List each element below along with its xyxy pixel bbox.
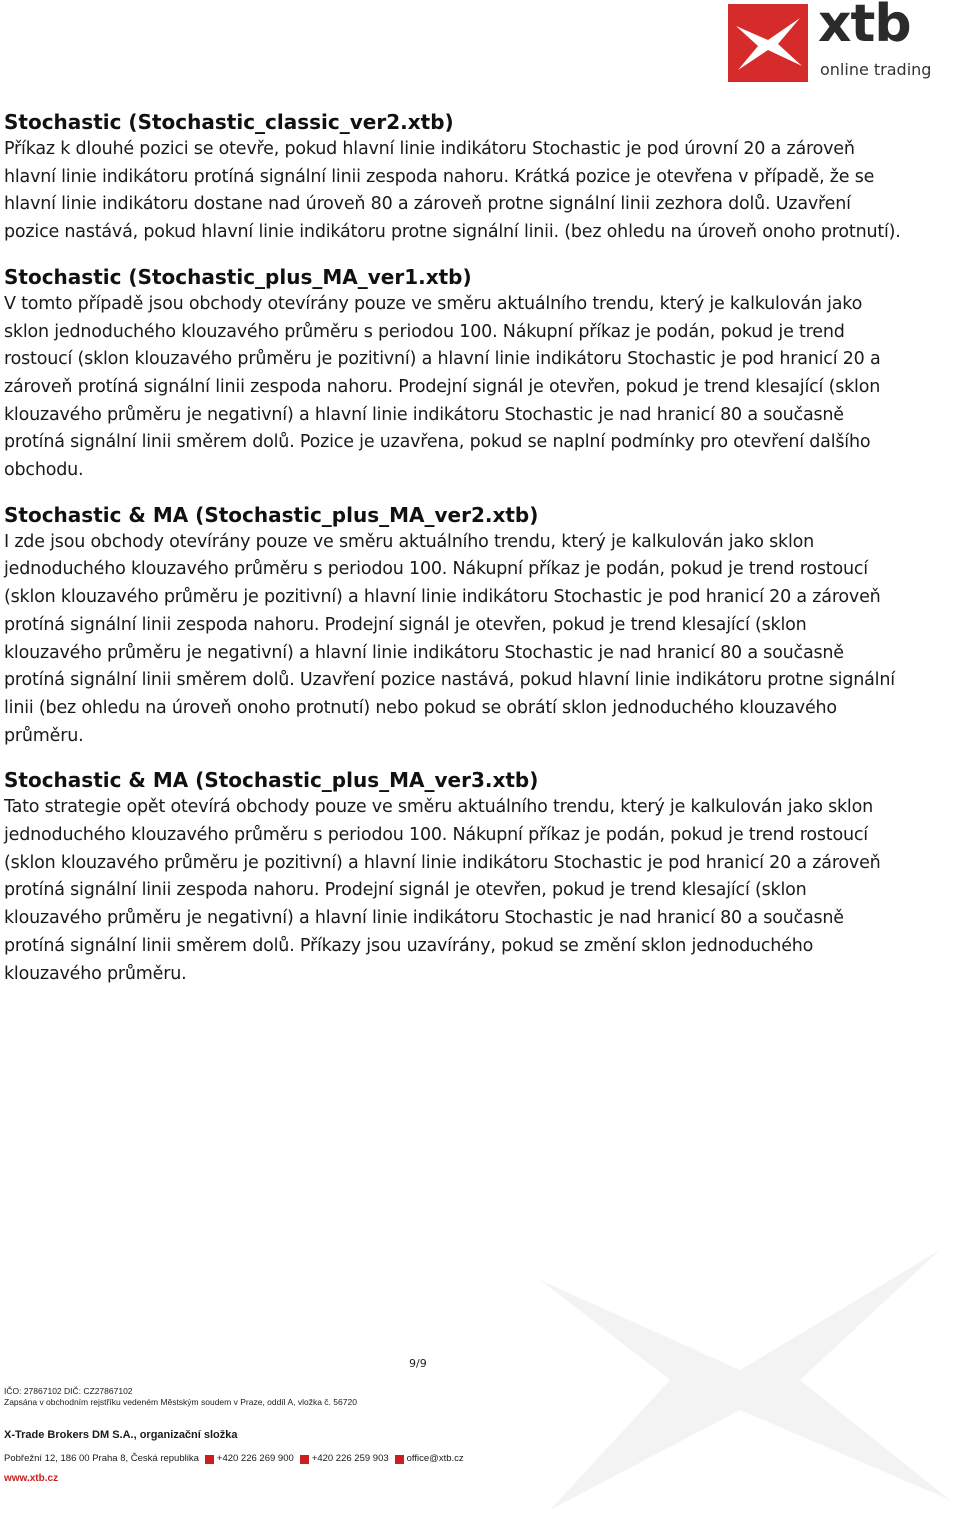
xtb-logo (728, 0, 948, 84)
phone-icon (205, 1455, 214, 1464)
section-stochastic-ma-ver3 (4, 766, 904, 988)
footer-company-name: X-Trade Brokers DM S.A., organizační složka (4, 1429, 238, 1441)
section-body: I zde jsou obchody otevírány pouze ve směru aktuálního trendu, který je kalkulován jako sklon jednoduchého klouzavého průměru s periodou 100. Nákupní příkaz je podán, pokud je trend rostoucí (sklon klouzavého průměru je pozitivní) a hlavní linie indikátoru Stochastic je pod hranicí 20 a zároveň protíná signální linii zespoda nahoru. Prodejní signál je otevřen, pokud je trend klesající (sklon klouzavého průměru je negativní) a hlavní linie indikátoru Stochastic je nad hranicí 80 a současně protíná signální linii směrem dolů. Uzavření pozice nastává, pokud hlavní linie indikátoru protne signální linii (bez ohledu na úroveň onoho protnutí) nebo pokud se obrátí sklon jednoduchého klouzavého průměru. (4, 531, 895, 746)
section-body: V tomto případě jsou obchody otevírány pouze ve směru aktuálního trendu, který je kalkulován jako sklon jednoduchého klouzavého průměru s periodou 100. Nákupní příkaz je podán, pokud je trend rostoucí (sklon klouzavého průměru je pozitivní) a hlavní linie indikátoru Stochastic je pod hranicí 20 a zároveň protíná signální linii zespoda nahoru. Prodejní signál je otevřen, pokud je trend klesající (sklon klouzavého průměru je negativní) a hlavní linie indikátoru Stochastic je nad hranicí 80 a současně protíná signální linii směrem dolů. Pozice je uzavřena, pokud se naplní podmínky pro otevření dalšího obchodu. (4, 293, 881, 481)
footer-phone: +420 226 269 900 (216, 1453, 294, 1464)
footer-email[interactable]: office@xtb.cz (406, 1453, 464, 1464)
footer-address: Pobřežní 12, 186 00 Praha 8, Česká republika (4, 1453, 199, 1464)
section-body: Tato strategie opět otevírá obchody pouze ve směru aktuálního trendu, který je kalkulován jako sklon jednoduchého klouzavého průměru s periodou 100. Nákupní příkaz je podán, pokud je trend rostoucí (sklon klouzavého průměru je pozitivní) a hlavní linie indikátoru Stochastic je pod hranicí 20 a zároveň protíná signální linii zespoda nahoru. Prodejní signál je otevřen, pokud je trend klesající (sklon klouzavého průměru je negativní) a hlavní linie indikátoru Stochastic je nad hranicí 80 a současně protíná signální linii směrem dolů. Příkazy jsou uzavírány, pokud se změní sklon jednoduchého klouzavého průměru. (4, 797, 881, 984)
footer-company-ids: IČO: 27867102 DIČ: CZ27867102 (4, 1386, 133, 1396)
footer-website-link[interactable]: www.xtb.cz (4, 1473, 59, 1484)
section-stochastic-classic (4, 108, 904, 247)
logo-tagline: online trading (820, 60, 932, 79)
email-icon (395, 1455, 404, 1464)
section-title: Stochastic & MA (Stochastic_plus_MA_ver3.xtb) (4, 768, 539, 793)
section-body: Příkaz k dlouhé pozici se otevře, pokud hlavní linie indikátoru Stochastic je pod úrovní 20 a zároveň hlavní linie indikátoru protíná signální linii zespoda nahoru. Krátká pozice je otevřena v případě, že se hlavní linie indikátoru dostane nad úroveň 80 a zároveň protne signální linii zezhora dolů. Uzavření pozice nastává, pokud hlavní linie indikátoru protne signální linii. (bez ohledu na úroveň onoho protnutí). (4, 139, 901, 243)
fax-icon (300, 1455, 309, 1464)
footer-contact-line (4, 1453, 904, 1465)
section-title: Stochastic (Stochastic_classic_ver2.xtb) (4, 110, 454, 134)
section-title: Stochastic (Stochastic_plus_MA_ver1.xtb) (4, 264, 472, 289)
footer-fax: +420 226 259 903 (311, 1453, 389, 1464)
page-number: 9/9 (409, 1357, 427, 1370)
footer (4, 1386, 904, 1495)
xtb-logo-mark-icon (728, 4, 808, 82)
footer-registry: Zapsána v obchodním rejstříku vedeném Městským soudem v Praze, oddíl A, vložka č. 56720 (4, 1397, 357, 1407)
logo-wordmark: xtb (818, 0, 911, 54)
section-stochastic-ma-ver2 (4, 501, 904, 751)
document-content (4, 108, 904, 1004)
section-title: Stochastic & MA (Stochastic_plus_MA_ver2.xtb) (4, 502, 539, 527)
section-stochastic-ma-ver1 (4, 263, 904, 485)
